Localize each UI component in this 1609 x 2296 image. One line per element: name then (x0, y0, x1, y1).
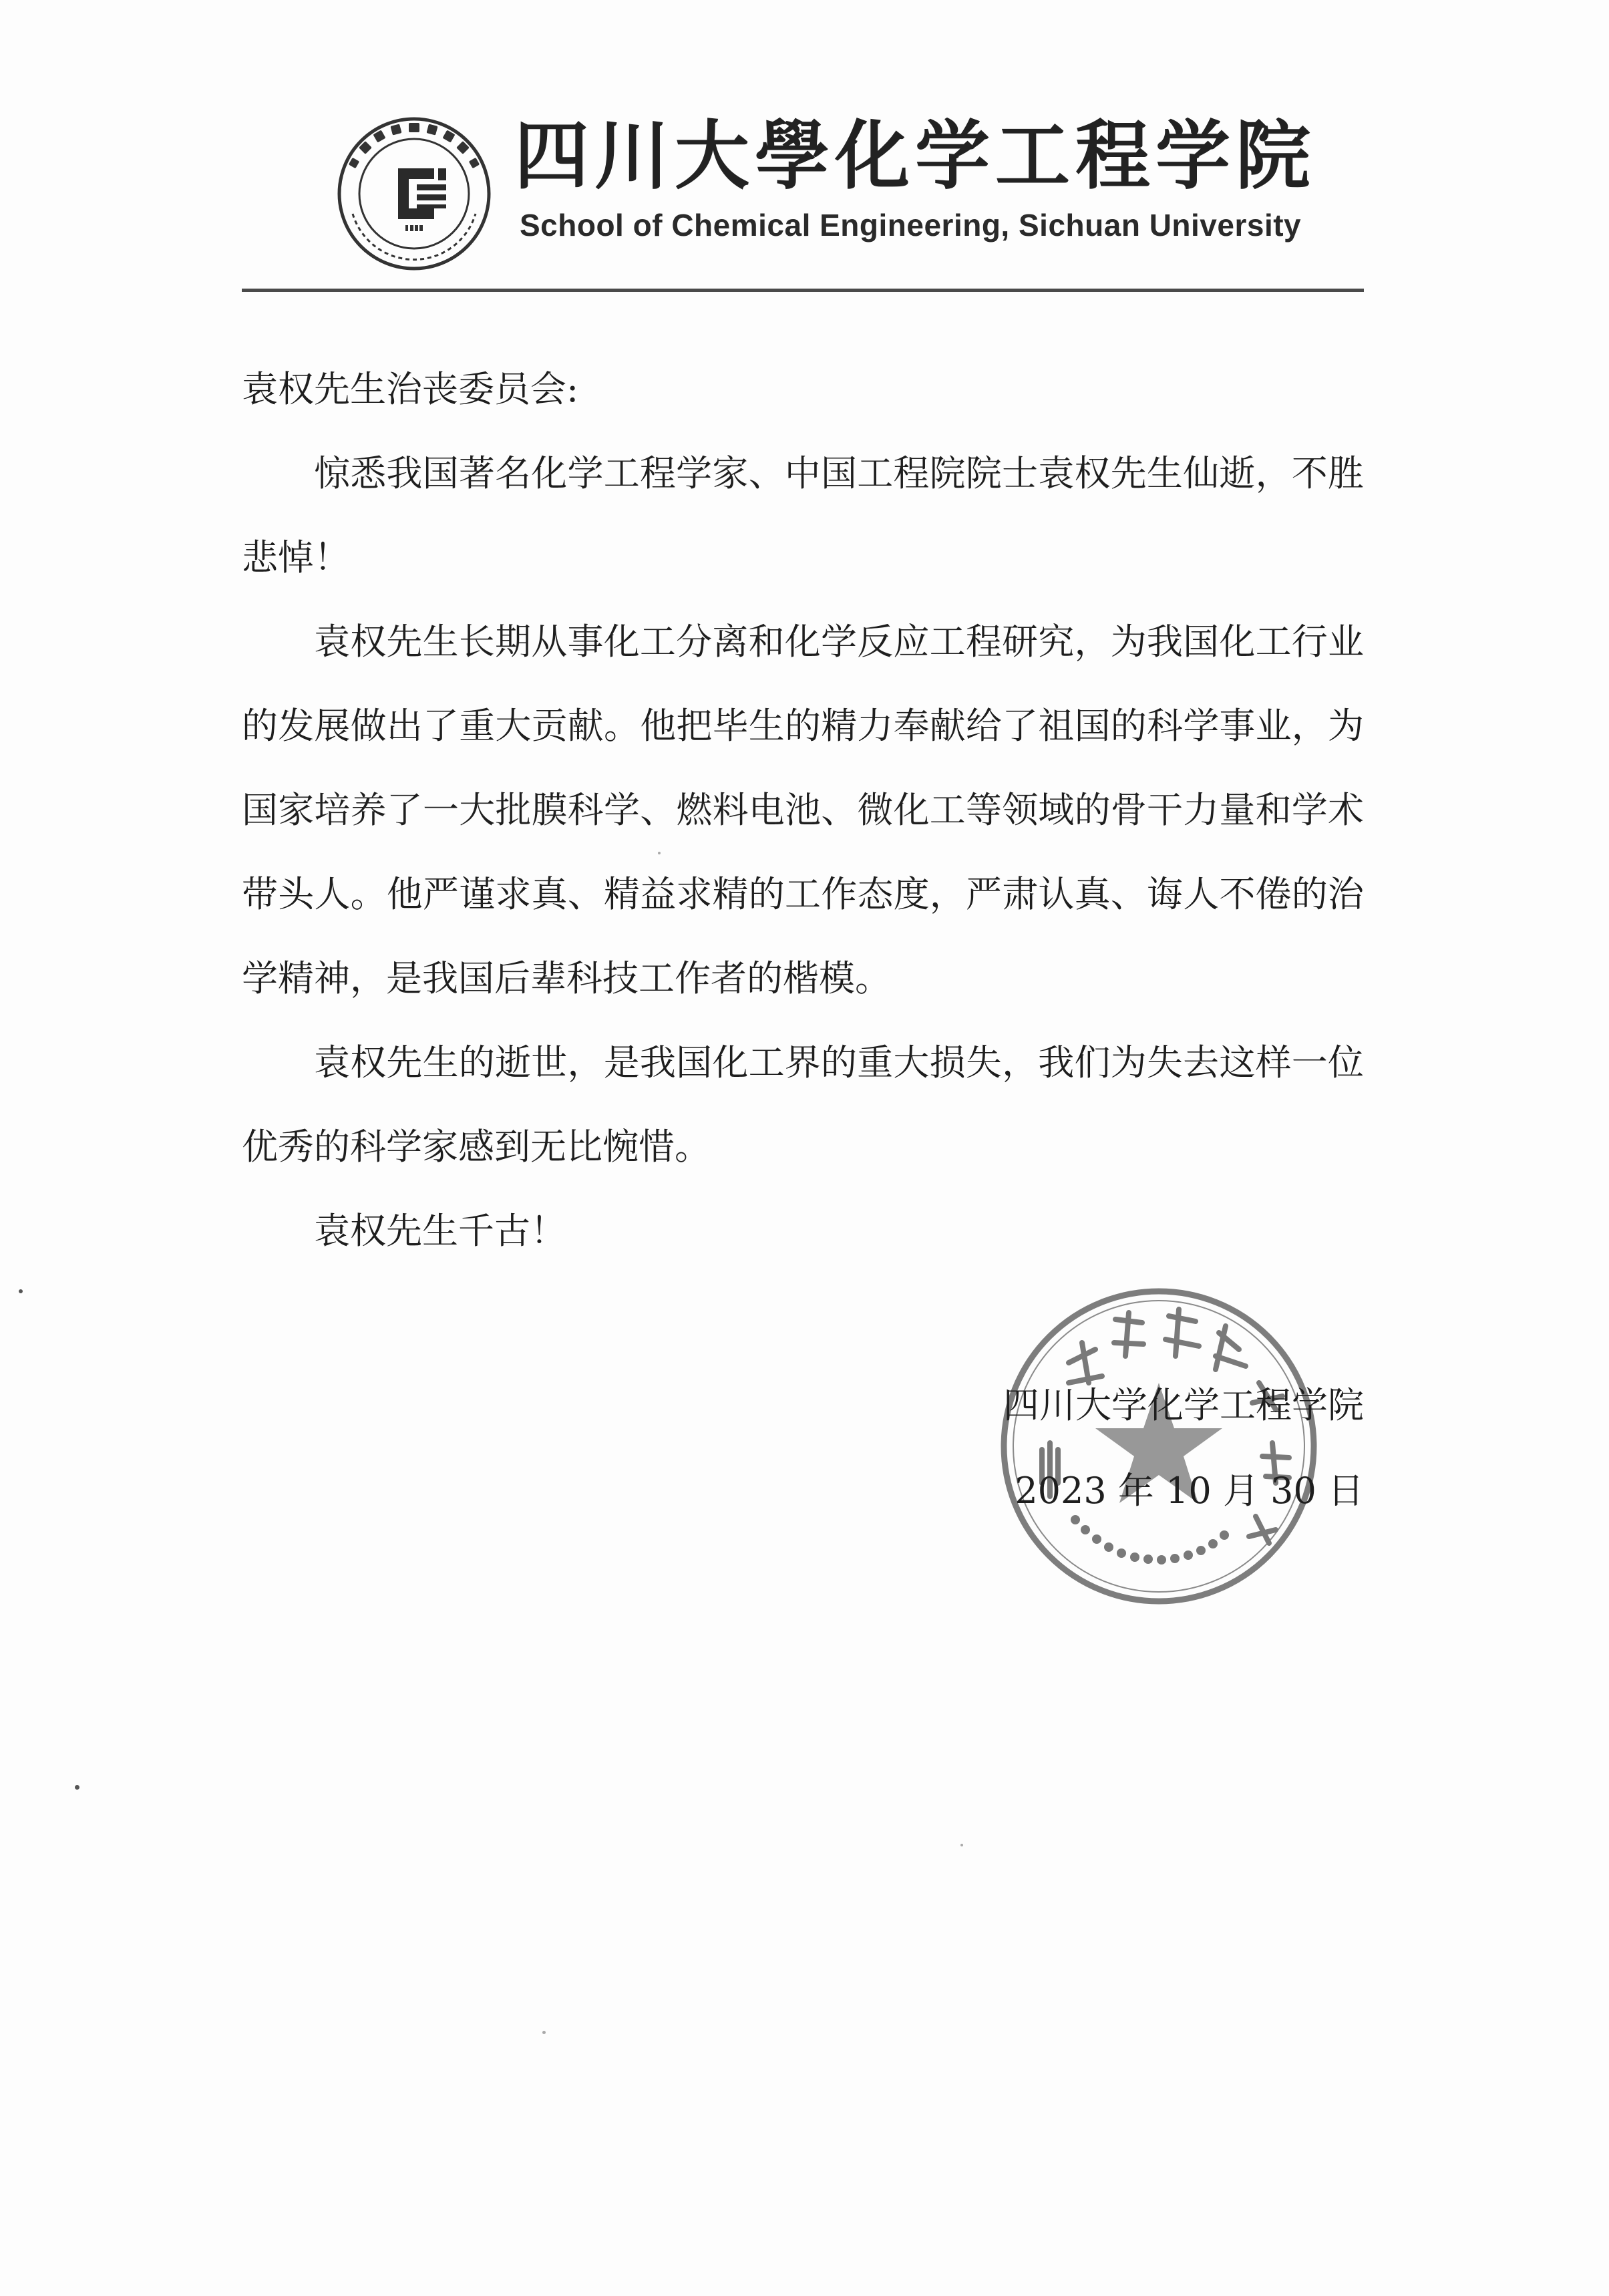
paragraph-loss: 袁权先生的逝世，是我国化工界的重大损失，我们为失去这样一位优秀的科学家感到无比惋惜。 (242, 1041, 1364, 1168)
letterhead (334, 107, 1376, 281)
school-name-english: School of Chemical Engineering, Sichuan University (520, 208, 1302, 242)
header-divider (242, 289, 1364, 292)
letter-body (242, 347, 1364, 1273)
scan-speck (542, 2031, 546, 2034)
paragraph-farewell: 袁权先生千古！ (314, 1210, 566, 1252)
signature-date: 2023 年 10 月 30 日 (1015, 1470, 1364, 1512)
scan-speck (960, 1844, 963, 1846)
signature-organization: 四川大学化学工程学院 (1003, 1384, 1364, 1426)
school-logo (334, 114, 494, 274)
signature-block (1003, 1363, 1364, 1534)
paragraph-condolence: 惊悉我国著名化学工程学家、中国工程院院士袁权先生仙逝，不胜悲悼！ (242, 452, 1364, 579)
school-emblem-icon (334, 114, 494, 274)
scan-speck (75, 1785, 79, 1790)
school-name-chinese: 四川大學化学工程学院 (514, 112, 1316, 200)
scan-speck (19, 1289, 23, 1293)
scan-speck (658, 852, 661, 854)
paragraph-contributions: 袁权先生长期从事化工分离和化学反应工程研究，为我国化工行业的发展做出了重大贡献。他把毕生的精力奉献给了祖国的科学事业，为国家培养了一大批膜科学、燃料电池、微化工等领域的骨干力量和学术带头人。他严谨求真、精益求精的工作态度，严肃认真、诲人不倦的治学精神，是我国后辈科技工作者的楷模。 (242, 621, 1364, 999)
salutation: 袁权先生治丧委员会: (242, 368, 579, 410)
